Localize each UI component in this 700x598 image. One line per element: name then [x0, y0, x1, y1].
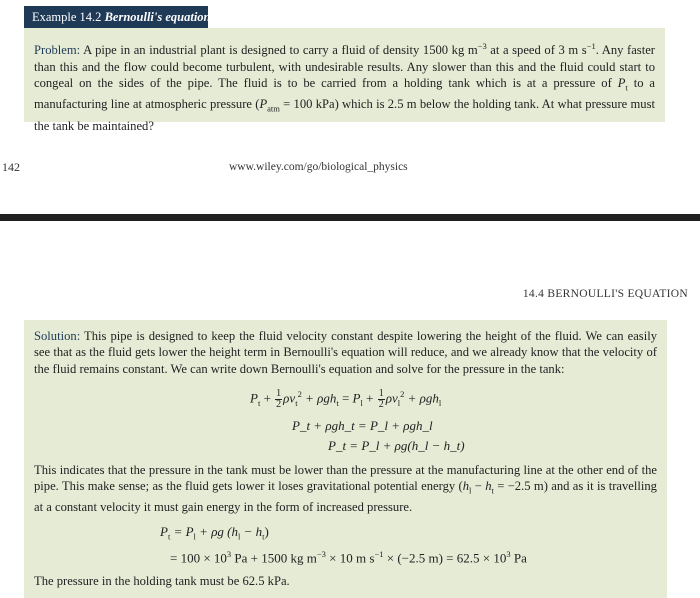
problem-text-d: to a manufacturing line at atmospheric pressure (: [34, 76, 655, 112]
para2-a: This indicates that the pressure in the tank must be lower than the pressure at the manufacturing line at the other end of the pipe. This make sense; as the fluid gets lower it loses gravitational potential energy (: [34, 463, 657, 494]
eq1-h: h: [329, 390, 337, 406]
eq4-pt: P: [160, 524, 168, 539]
eq5-supm3: −3: [316, 549, 326, 559]
eq1-v-sub-l: l: [397, 397, 401, 408]
equation-bernoulli: [250, 386, 441, 411]
page-number: 142: [2, 160, 20, 174]
problem-pt-sub: t: [625, 82, 628, 93]
solution-paragraph-1: [34, 328, 657, 377]
problem-box: [24, 28, 665, 133]
problem-label: Problem:: [34, 43, 81, 58]
para2-h1: h: [462, 479, 470, 494]
eq4-ht: t: [262, 531, 265, 542]
eq1-rho-g: + ρg: [301, 390, 330, 406]
eq1-plus: +: [260, 390, 275, 406]
eq5-a: = 100 × 10: [170, 550, 227, 566]
eq4-rho-g: + ρg (h: [195, 524, 239, 539]
para2-h2: h: [485, 479, 492, 494]
running-head: 14.4 BERNOULLI'S EQUATION: [522, 288, 688, 300]
problem-patm-symbol: P: [259, 97, 268, 112]
page-url: www.wiley.com/go/biological_physics: [229, 161, 408, 173]
eq1-v-sub-t: t: [295, 397, 298, 408]
eq1-pl-sub: l: [360, 397, 363, 408]
problem-text-a: A pipe in an industrial plant is designed to carry a fluid of density 1500 kg m: [80, 43, 478, 58]
eq1-h-sub-l: l: [438, 397, 442, 408]
eq4-minus-h: − h: [240, 524, 263, 539]
eq1-v-sup-r: 2: [400, 389, 405, 399]
equation-step-3: P_t = P_l + ρg(h_l − h_t): [328, 438, 465, 453]
eq1-half-den: 2: [276, 398, 282, 410]
equation-calc-2: [170, 546, 527, 567]
eq1-half-num: 1: [276, 387, 282, 399]
eq4-pl-sub: l: [193, 531, 196, 542]
eq4-hl: l: [238, 531, 241, 542]
eq1-half-num-r: 1: [378, 387, 384, 399]
para2-hl: l: [469, 485, 472, 496]
eq5-e: Pa: [510, 550, 527, 566]
problem-sup-speed: −1: [586, 41, 596, 51]
eq5-d: × (−2.5 m) = 62.5 × 10: [383, 550, 507, 566]
example-title: Bernoulli's equation: [104, 10, 211, 24]
problem-patm-sub: atm: [267, 104, 280, 114]
eq1-equals: =: [338, 390, 353, 406]
example-tab: [24, 6, 211, 28]
eq4-close: ): [264, 524, 269, 539]
solution-paragraph-2: [34, 462, 657, 516]
eq1-half-right: [378, 389, 385, 410]
equation-calc-1: [160, 524, 269, 545]
eq1-h-sub-t: t: [336, 397, 339, 408]
problem-sup-density: −3: [477, 41, 487, 51]
problem-text-e: = 100 kPa) which is 2.5 m below the holding tank. At what pressure must the tank be maintained?: [34, 97, 655, 133]
eq1-pl: P: [352, 390, 361, 406]
eq4-pl: = P: [170, 524, 194, 539]
eq5-supm1: −1: [374, 549, 384, 559]
eq1-h-r: h: [432, 390, 439, 406]
eq1-rho-v-r: ρv: [385, 390, 398, 406]
eq1-plus-r: +: [362, 390, 377, 406]
eq1-half-left: [275, 389, 282, 410]
para2-b: = −2.5 m) and as it is travelling at a constant velocity it must gain energy in the form of increased pressure.: [34, 479, 657, 515]
page-separator: [0, 214, 700, 221]
solution-para1: This pipe is designed to keep the fluid velocity constant despite lowering the height of the fluid. We can easily see that as the fluid gets lower the height term in Bernoulli's equation will reduce, and we already know that the velocity of the fluid remains constant. We can write down Bernoulli's equation and solve for the pressure in the tank:: [34, 329, 657, 376]
example-number: Example 14.2: [32, 10, 102, 24]
eq5-sup3: 3: [226, 549, 232, 559]
para2-minus: −: [471, 479, 486, 494]
solution-label: Solution:: [34, 329, 81, 343]
solution-box: [24, 320, 667, 598]
eq5-c: × 10 m s: [325, 550, 375, 566]
eq1-pt: P: [250, 390, 258, 406]
eq4-pt-sub: t: [167, 531, 171, 542]
eq5-sup3b: 3: [506, 549, 511, 559]
eq1-half-den-r: 2: [378, 398, 384, 410]
eq5-b: Pa + 1500 kg m: [231, 550, 317, 566]
eq1-v-sup: 2: [297, 389, 302, 399]
eq1-pt-sub: t: [257, 397, 261, 408]
problem-text-b: at a speed of 3 m s: [486, 43, 587, 58]
eq1-rho-v: ρv: [283, 390, 296, 406]
problem-pt-symbol: P: [617, 76, 626, 91]
solution-final-answer: The pressure in the holding tank must be 62.5 kPa.: [34, 574, 290, 588]
eq1-rho-g-r: + ρg: [404, 390, 433, 406]
para2-ht: t: [491, 485, 494, 496]
equation-step-2: P_t + ρgh_t = P_l + ρgh_l: [292, 418, 433, 433]
problem-text-c: . Any faster than this and the flow could become turbulent, with undesirable results. Any slower than this and the fluid could start to congeal on the sides of the pipe. The fluid is to be carried from a holding tank which is at a pressure of: [34, 43, 655, 91]
